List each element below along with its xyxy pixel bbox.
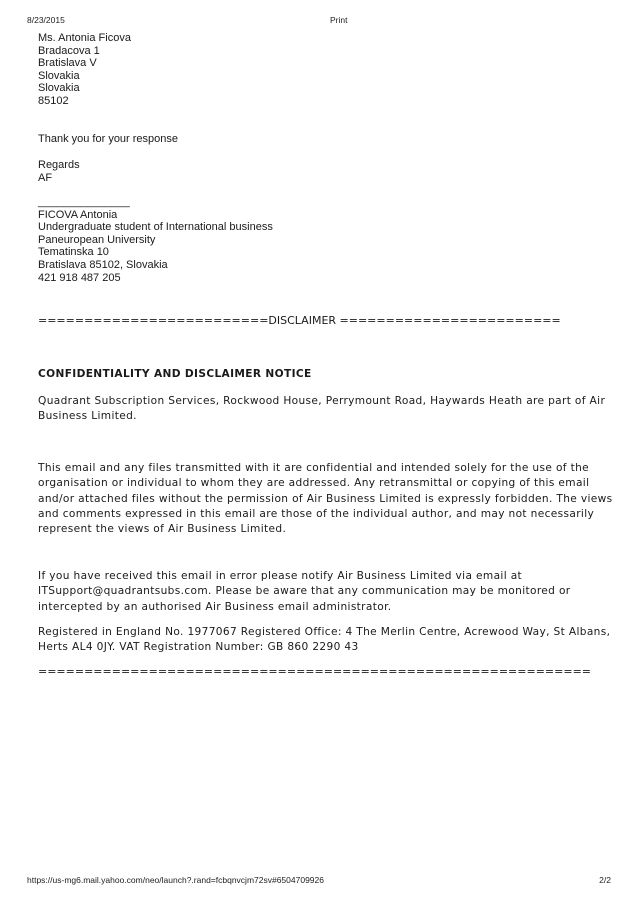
disclaimer-heading: CONFIDENTIALITY AND DISCLAIMER NOTICE xyxy=(38,368,312,380)
signature-phone: 421 918 487 205 xyxy=(38,271,121,284)
print-date: 8/23/2015 xyxy=(27,15,65,25)
email-signature xyxy=(38,196,273,284)
print-title: Print xyxy=(330,15,348,25)
disclaimer-paragraph-4: Registered in England No. 1977067 Registered Office: 4 The Merlin Centre, Acrewood Way, St Albans, Herts AL4 0JY. VAT Registration Number: GB 860 2290 43 xyxy=(38,626,611,654)
recipient-address xyxy=(38,32,131,108)
disclaimer-banner: =========================DISCLAIMER ======================== xyxy=(38,314,561,327)
disclaimer-paragraph-2: This email and any files transmitted with it are confidential and intended solely for the use of the organisation or individual to whom they are addressed. Any retransmittal or copying of this email and/or attached files without the permission of Air Business Limited is expressly forbidden. The views and comments expressed in this email are those of the individual author, and may not necessarily represent the views of Air Business Limited. xyxy=(38,462,613,536)
address-country: Slovakia xyxy=(38,82,80,95)
print-header xyxy=(0,15,638,29)
address-region: Slovakia xyxy=(38,69,80,82)
disclaimer-paragraph-3: If you have received this email in error please notify Air Business Limited via email at ITSupport@quadrantsubs.com. Please be aware that any communication may be monitored or intercepted by an authorised Air Business email administrator. xyxy=(38,570,571,613)
page-number: 2/2 xyxy=(599,875,611,885)
signature-name: FICOVA Antonia xyxy=(38,208,118,221)
signature-role: Undergraduate student of International business xyxy=(38,221,273,234)
closing-initials: AF xyxy=(38,171,53,184)
address-street: Bradacova 1 xyxy=(38,44,100,57)
address-postcode: 85102 xyxy=(38,94,69,107)
signature-street: Tematinska 10 xyxy=(38,246,109,259)
address-city: Bratislava V xyxy=(38,57,97,70)
message-text: Thank you for your response xyxy=(38,133,179,145)
disclaimer-paragraph-1: Quadrant Subscription Services, Rockwood House, Perrymount Road, Haywards Heath are part of Air Business Limited. xyxy=(38,395,606,423)
page-url: https://us-mg6.mail.yahoo.com/neo/launch?.rand=fcbqnvcjm72sv#6504709926 xyxy=(27,875,324,885)
closing-text: Regards xyxy=(38,159,80,171)
signature-university: Paneuropean University xyxy=(38,233,156,246)
print-footer xyxy=(0,875,638,889)
address-name: Ms. Antonia Ficova xyxy=(38,32,131,44)
disclaimer-end-line: ============================================================ xyxy=(38,665,592,678)
message-closing xyxy=(38,159,80,184)
signature-city: Bratislava 85102, Slovakia xyxy=(38,258,168,271)
signature-divider: _______________ xyxy=(38,196,130,208)
message-body xyxy=(38,133,178,146)
